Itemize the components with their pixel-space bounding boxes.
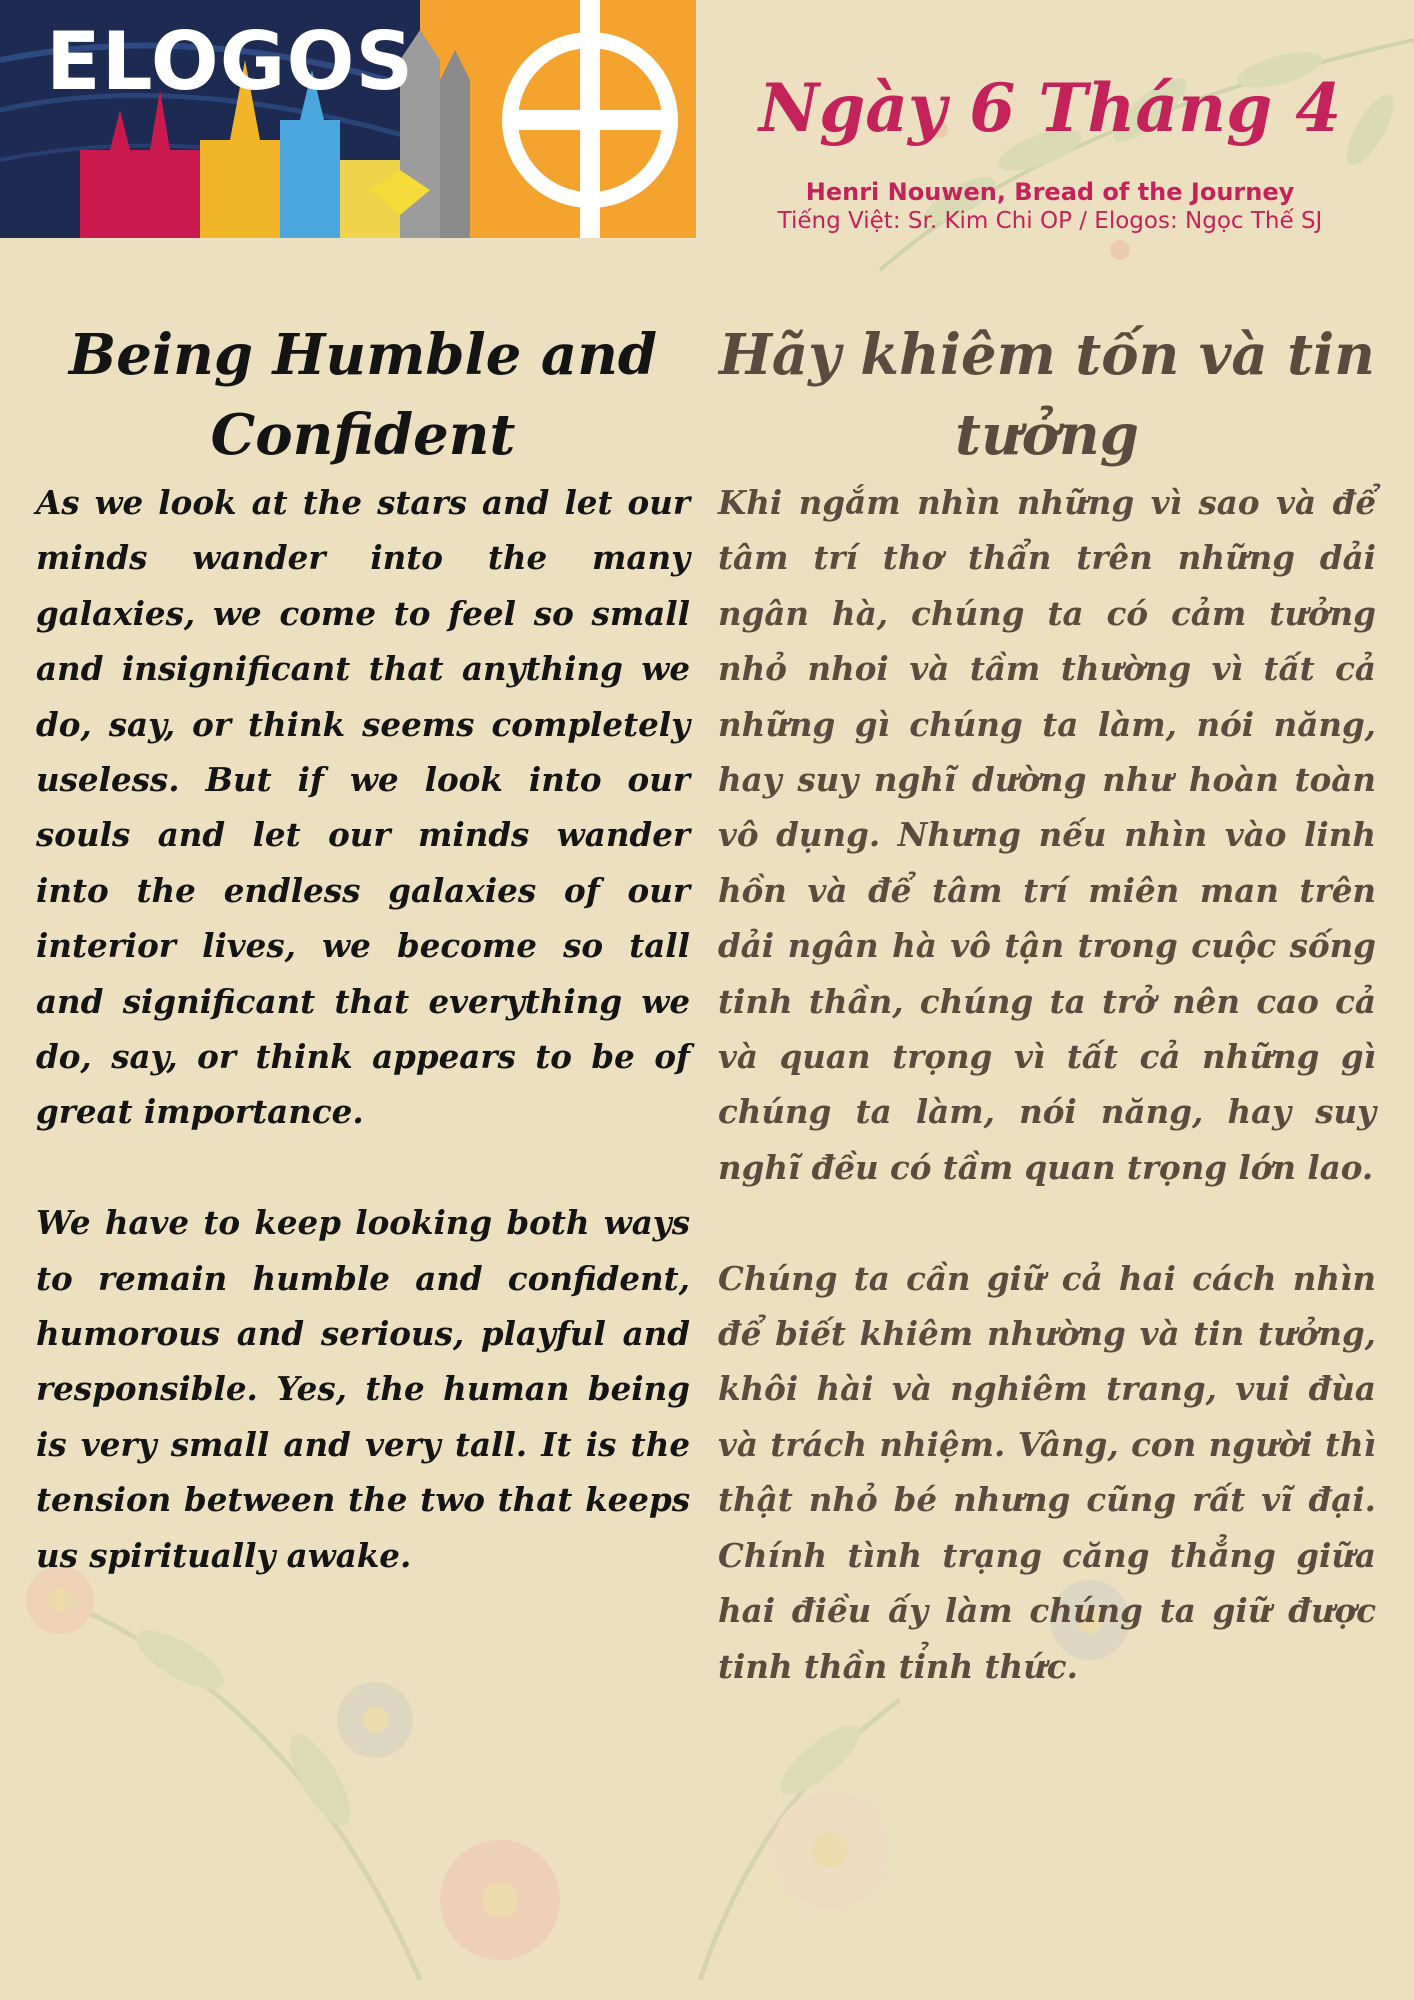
english-paragraph-1: As we look at the stars and let our minds wander into the many galaxies, we come to feel so small and insignificant that anything we do, say, or think seems completely useless. But if we look into our souls and let our minds wander into the endless galaxies of our interior lives, we become so tall and significant that everything we do, say, or think appears to be of great importance. — [36, 483, 690, 1132]
english-title: Being Humble and Confident — [68, 322, 658, 468]
vietnamese-paragraph-1: Khi ngắm nhìn những vì sao và để tâm trí thơ thẩn trên những dải ngân hà, chúng ta có cảm tưởng nhỏ nhoi và tầm thường vì tất cả những gì chúng ta làm, nói năng, hay suy nghĩ dường như hoàn toàn vô dụng. Nhưng nếu nhìn vào linh hồn và để tâm trí miên man trên dải ngân hà vô tận trong cuộc sống tinh thần, chúng ta trở nên cao cả và quan trọng vì tất cả những gì chúng ta làm, nói năng, hay suy nghĩ đều có tầm quan trọng lớn lao. — [718, 483, 1376, 1187]
english-column — [36, 315, 690, 1583]
english-paragraph-2: We have to keep looking both ways to remain humble and confident, humorous and serious, playful and responsible. Yes, the human being is very small and very tall. It is the tension between the two that keeps us spiritually awake. — [36, 1203, 690, 1575]
logo-wordmark: ELOGOS — [46, 15, 415, 108]
vietnamese-column — [718, 315, 1376, 1694]
vietnamese-title: Hãy khiêm tốn và tin tưởng — [718, 322, 1375, 468]
author-line: Henri Nouwen, Bread of the Journey — [805, 178, 1295, 206]
vietnamese-paragraph-2: Chúng ta cần giữ cả hai cách nhìn để biết khiêm nhường và tin tưởng, khôi hài và nghiêm trang, vui đùa và trách nhiệm. Vâng, con người thì thật nhỏ bé nhưng cũng rất vĩ đại. Chính tình trạng căng thẳng giữa hai điều ấy làm chúng ta giữ được tinh thần tỉnh thức. — [718, 1258, 1376, 1686]
date-title: Ngày 6 Tháng 4 — [758, 69, 1342, 147]
translator-line: Tiếng Việt: Sr. Kim Chi OP / Elogos: Ngọc Thế SJ — [777, 208, 1323, 234]
elogos-logo — [0, 0, 696, 238]
